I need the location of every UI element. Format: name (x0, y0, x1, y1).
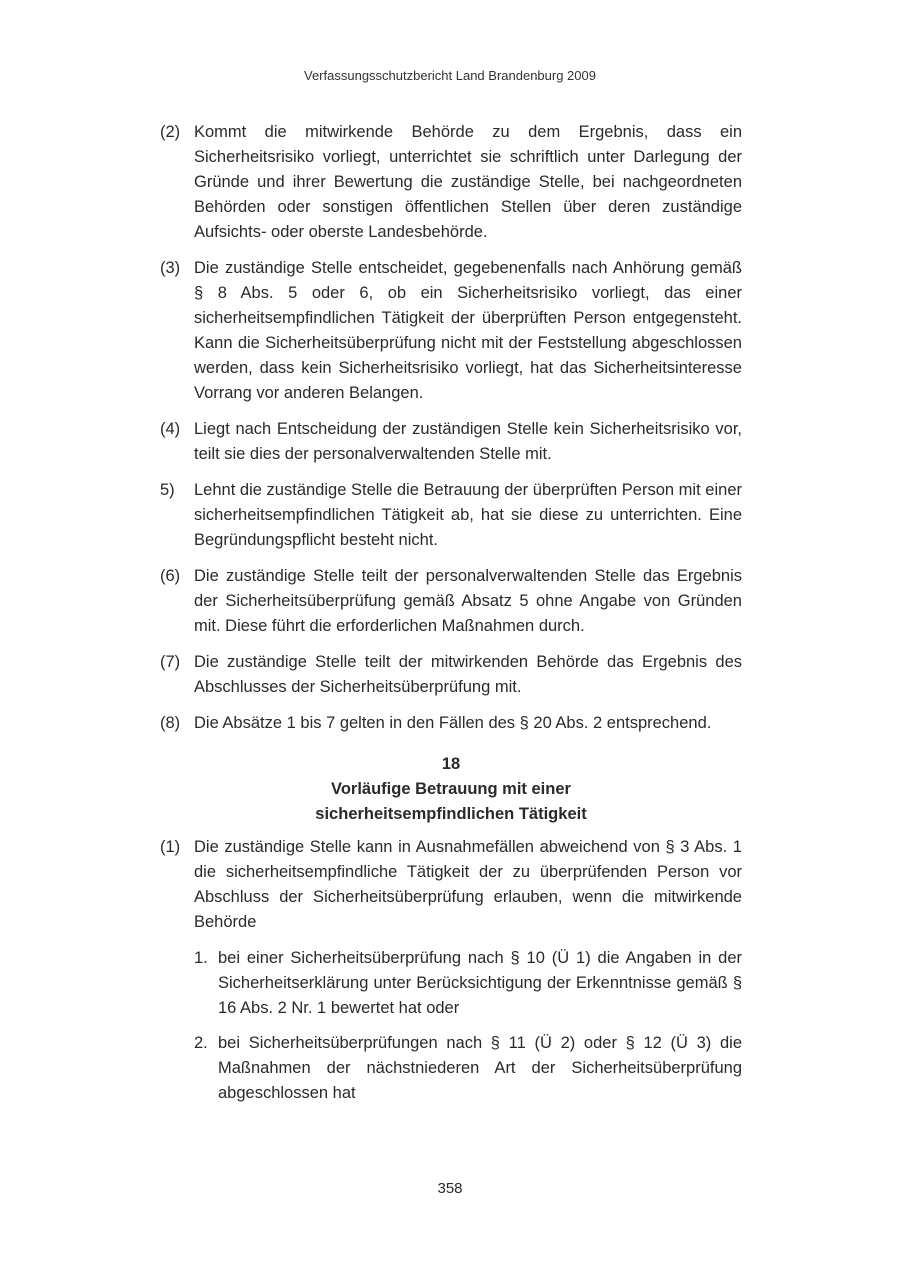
page-body (160, 120, 742, 1116)
list-item-text: bei einer Sicherheitsüberprüfung nach § 10 (Ü 1) die Angaben in der Sicherheitserklärung unter Berücksichtigung der Erkenntnisse gemäß § 16 Abs. 2 Nr. 1 bewertet hat oder (218, 949, 742, 1017)
list-item (160, 946, 742, 1021)
paragraph-3 (160, 256, 742, 406)
section-paragraph-1 (160, 835, 742, 935)
paragraph-text: Die zuständige Stelle entscheidet, gegebenenfalls nach Anhörung gemäß § 8 Abs. 5 oder 6, ob ein Sicherheitsrisiko vorliegt, das einer sicherheitsempfindlichen Tätigkeit der überprüften Person entgegensteht. Kann die Sicherheitsüberprüfung nicht mit der Feststellung abgeschlossen werden, dass kein Sicherheitsrisiko vorliegt, hat das Sicherheitsinteresse Vorrang vor anderen Belangen. (194, 259, 742, 402)
paragraph-number: (7) (160, 653, 181, 671)
list-item-text: bei Sicherheitsüberprüfungen nach § 11 (Ü 2) oder § 12 (Ü 3) die Maßnahmen der nächstniederen Art der Sicherheitsüberprüfung abgeschlossen hat (218, 1034, 742, 1102)
paragraph-text: Die Absätze 1 bis 7 gelten in den Fällen des § 20 Abs. 2 entsprechend. (194, 714, 712, 732)
paragraph-2 (160, 120, 742, 245)
paragraph-number: (3) (160, 259, 181, 277)
paragraph-text: Liegt nach Entscheidung der zuständigen Stelle kein Sicherheitsrisiko vor, teilt sie dies der personalverwaltenden Stelle mit. (194, 420, 742, 463)
list-item-number: 1. (194, 949, 208, 967)
list-item (160, 1031, 742, 1106)
paragraph-5 (160, 478, 742, 553)
page-number: 358 (437, 1180, 463, 1197)
section-title-line: sicherheitsempfindlichen Tätigkeit (315, 805, 587, 823)
paragraph-4 (160, 417, 742, 467)
paragraph-6 (160, 564, 742, 639)
paragraph-number: 5) (160, 481, 175, 499)
paragraph-text: Kommt die mitwirkende Behörde zu dem Ergebnis, dass ein Sicherheitsrisiko vorliegt, unterrichtet sie schriftlich unter Darlegung der Gründe und ihrer Bewertung die zuständige Stelle, bei nachgeordneten Behörden oder sonstigen öffentlichen Stellen über deren zuständige Aufsichts- oder oberste Landesbehörde. (194, 123, 742, 241)
paragraph-number: (8) (160, 714, 181, 732)
paragraph-7 (160, 650, 742, 700)
paragraph-text: Lehnt die zuständige Stelle die Betrauung der überprüften Person mit einer sicherheitsempfindlichen Tätigkeit ab, hat sie diese zu unterrichten. Eine Begründungspflicht besteht nicht. (194, 481, 742, 549)
paragraph-number: (1) (160, 838, 181, 856)
list-item-number: 2. (194, 1034, 208, 1052)
section-title (160, 777, 742, 827)
section-title-line: Vorläufige Betrauung mit einer (331, 780, 571, 798)
section-number: 18 (441, 755, 461, 773)
paragraph-text: Die zuständige Stelle teilt der personalverwaltenden Stelle das Ergebnis der Sicherheitsüberprüfung gemäß Absatz 5 ohne Angabe von Gründen mit. Diese führt die erforderlichen Maßnahmen durch. (194, 567, 742, 635)
paragraph-number: (4) (160, 420, 181, 438)
paragraph-8 (160, 711, 742, 736)
running-header: Verfassungsschutzbericht Land Brandenburg 2009 (304, 68, 596, 83)
paragraph-number: (2) (160, 123, 181, 141)
paragraph-text: Die zuständige Stelle kann in Ausnahmefällen abweichend von § 3 Abs. 1 die sicherheitsempfindliche Tätigkeit der zu überprüfenden Person vor Abschluss der Sicherheitsüberprüfung erlauben, wenn die mitwirkende Behörde (194, 838, 742, 931)
paragraph-number: (6) (160, 567, 181, 585)
paragraph-text: Die zuständige Stelle teilt der mitwirkenden Behörde das Ergebnis des Abschlusses der Sicherheitsüberprüfung mit. (194, 653, 742, 696)
